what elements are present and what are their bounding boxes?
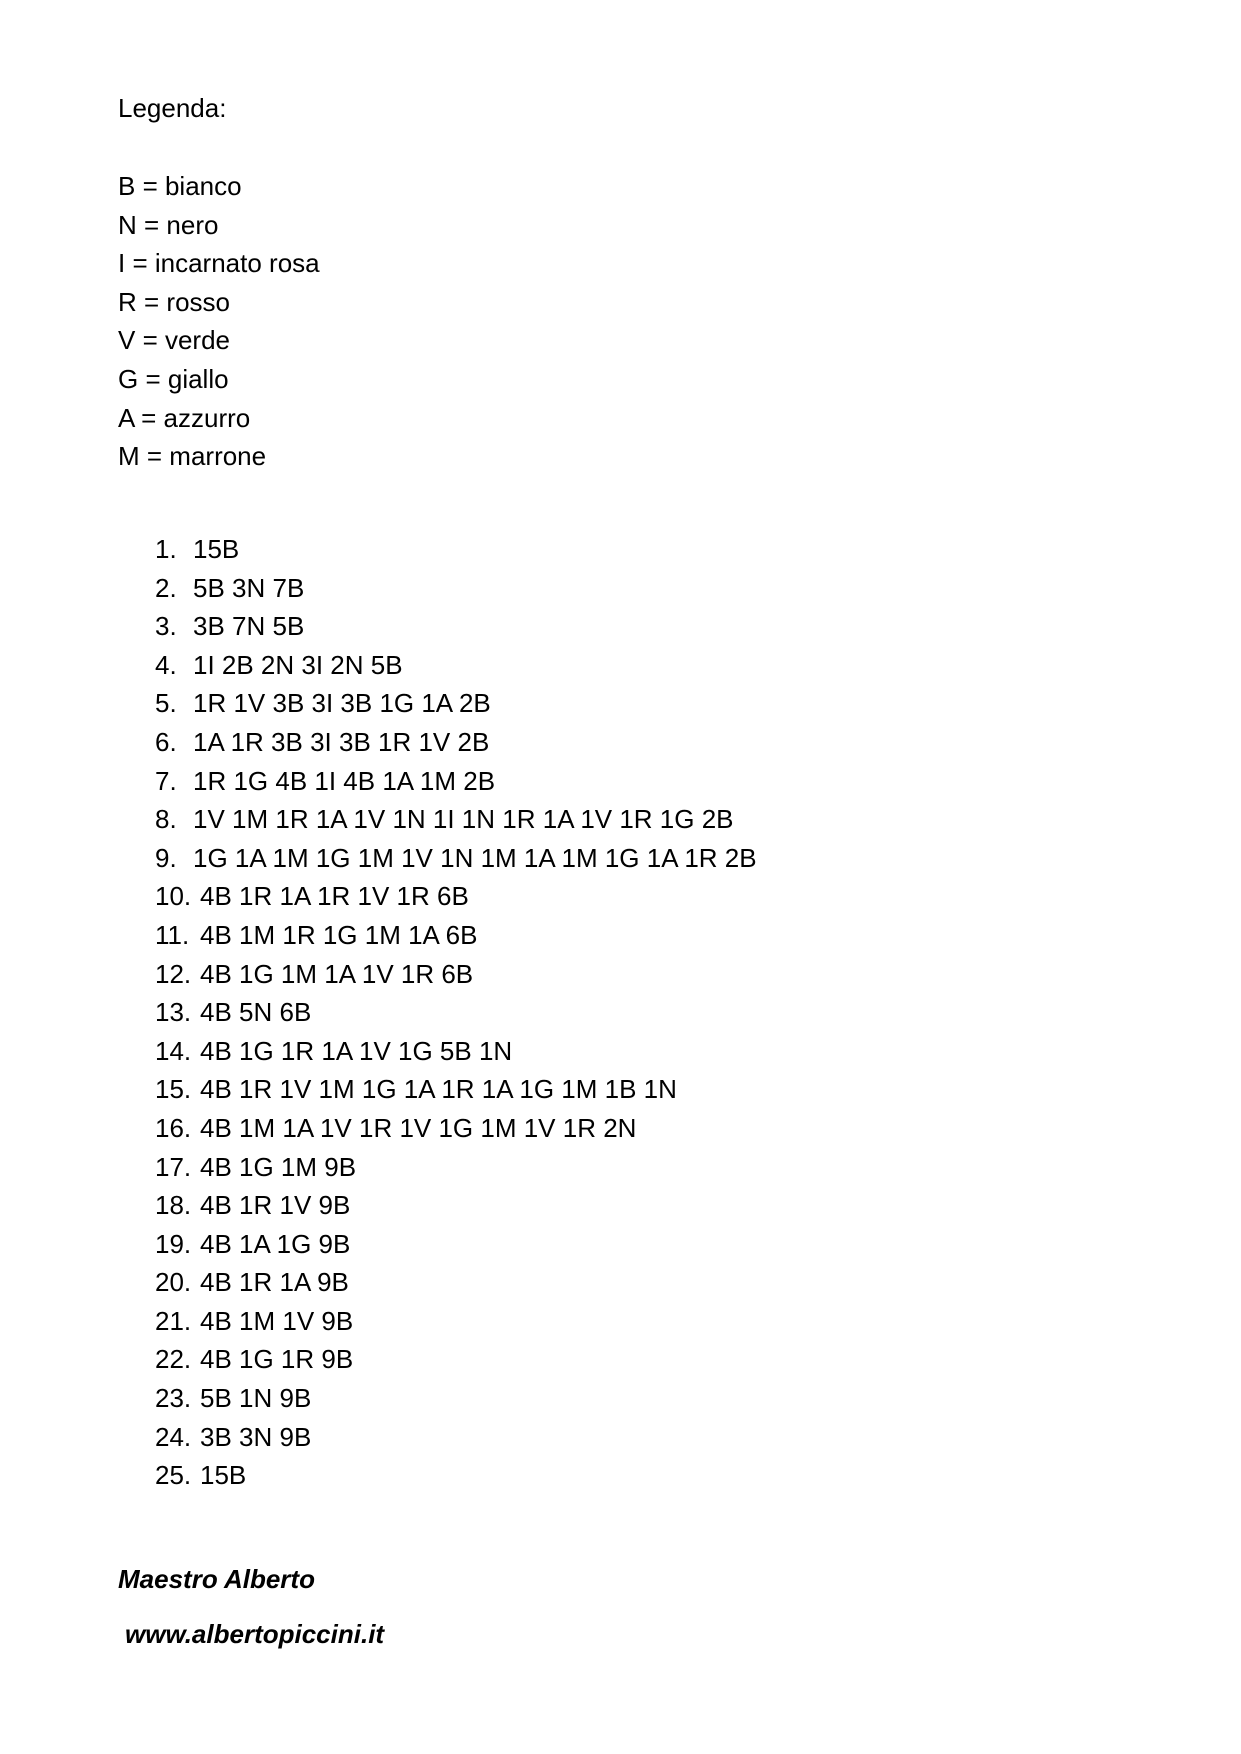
pattern-row [155, 800, 757, 839]
legend-title: Legenda: [118, 93, 227, 123]
row-number: 20. [155, 1267, 192, 1298]
row-number: 23. [155, 1383, 192, 1414]
author-name: Maestro Alberto [118, 1564, 315, 1594]
row-sequence: 1V 1M 1R 1A 1V 1N 1I 1N 1R 1A 1V 1R 1G 2B [193, 804, 734, 835]
pattern-row [155, 839, 757, 878]
row-sequence: 1R 1G 4B 1I 4B 1A 1M 2B [193, 765, 496, 796]
row-number: 24. [155, 1421, 192, 1452]
row-number: 17. [155, 1151, 192, 1182]
row-sequence: 4B 1M 1V 9B [200, 1305, 354, 1336]
row-sequence: 4B 1R 1A 1R 1V 1R 6B [200, 881, 469, 912]
row-number: 9. [155, 842, 177, 873]
row-number: 10. [155, 881, 192, 912]
row-number: 16. [155, 1112, 192, 1143]
pattern-row [155, 1186, 757, 1225]
pattern-row [155, 1148, 757, 1187]
row-sequence: 4B 1G 1M 1A 1V 1R 6B [200, 958, 474, 989]
row-number: 3. [155, 611, 177, 642]
website-url: www.albertopiccini.it [125, 1619, 385, 1649]
row-sequence: 3B 7N 5B [193, 611, 305, 642]
pattern-row [155, 762, 757, 801]
row-sequence: 4B 1G 1R 9B [200, 1344, 354, 1375]
row-sequence: 4B 5N 6B [200, 997, 312, 1028]
pattern-row [155, 530, 757, 569]
row-sequence: 15B [200, 1460, 247, 1491]
row-number: 11. [155, 919, 190, 950]
legend-item: A = azzurro [118, 402, 251, 433]
row-number: 14. [155, 1035, 192, 1066]
legend-item: N = nero [118, 209, 219, 240]
row-sequence: 1A 1R 3B 3I 3B 1R 1V 2B [193, 726, 490, 757]
legend-item: V = verde [118, 325, 231, 356]
legend-item: G = giallo [118, 363, 229, 394]
pattern-row [155, 1379, 757, 1418]
pattern-row [155, 1302, 757, 1341]
row-sequence: 1R 1V 3B 3I 3B 1G 1A 2B [193, 688, 491, 719]
pattern-row [155, 723, 757, 762]
row-sequence: 5B 1N 9B [200, 1383, 312, 1414]
row-number: 21. [155, 1305, 192, 1336]
pattern-row [155, 646, 757, 685]
row-sequence: 4B 1G 1M 9B [200, 1151, 357, 1182]
legend-item: B = bianco [118, 171, 242, 201]
row-number: 22. [155, 1344, 192, 1375]
pattern-row [155, 569, 757, 608]
pattern-row [155, 1225, 757, 1264]
pattern-row [155, 955, 757, 994]
row-sequence: 4B 1M 1R 1G 1M 1A 6B [200, 919, 478, 950]
pattern-row [155, 877, 757, 916]
row-number: 5. [155, 688, 177, 719]
pattern-row [155, 1109, 757, 1148]
row-sequence: 1G 1A 1M 1G 1M 1V 1N 1M 1A 1M 1G 1A 1R 2B [193, 842, 757, 873]
legend-item: I = incarnato rosa [118, 248, 320, 279]
pattern-row [155, 1070, 757, 1109]
row-sequence: 5B 3N 7B [193, 572, 305, 603]
row-sequence: 4B 1R 1V 1M 1G 1A 1R 1A 1G 1M 1B 1N [200, 1074, 677, 1105]
legend-item: R = rosso [118, 286, 230, 317]
pattern-row [155, 607, 757, 646]
pattern-row [155, 1340, 757, 1379]
legend-list [118, 167, 320, 476]
row-number: 18. [155, 1190, 192, 1221]
pattern-row [155, 1263, 757, 1302]
row-number: 19. [155, 1228, 192, 1259]
row-sequence: 1I 2B 2N 3I 2N 5B [193, 649, 403, 680]
row-sequence: 3B 3N 9B [200, 1421, 312, 1452]
legend-item: M = marrone [118, 441, 267, 472]
row-sequence: 4B 1R 1A 9B [200, 1267, 349, 1298]
pattern-row [155, 684, 757, 723]
row-number: 4. [155, 649, 177, 680]
row-number: 1. [155, 534, 177, 564]
row-number: 6. [155, 726, 177, 757]
row-number: 8. [155, 804, 177, 835]
row-sequence: 4B 1R 1V 9B [200, 1190, 351, 1221]
row-sequence: 4B 1G 1R 1A 1V 1G 5B 1N [200, 1035, 513, 1066]
row-number: 7. [155, 765, 177, 796]
row-number: 13. [155, 997, 192, 1028]
row-sequence: 4B 1A 1G 9B [200, 1228, 351, 1259]
pattern-row [155, 1456, 757, 1495]
pattern-row [155, 1418, 757, 1457]
pattern-rows-list [155, 530, 757, 1495]
row-number: 25. [155, 1460, 192, 1491]
pattern-row [155, 993, 757, 1032]
row-sequence: 4B 1M 1A 1V 1R 1V 1G 1M 1V 1R 2N [200, 1112, 637, 1143]
row-number: 12. [155, 958, 192, 989]
row-number: 2. [155, 572, 177, 603]
row-number: 15. [155, 1074, 192, 1105]
pattern-row [155, 1032, 757, 1071]
pattern-row [155, 916, 757, 955]
row-sequence: 15B [193, 534, 240, 564]
